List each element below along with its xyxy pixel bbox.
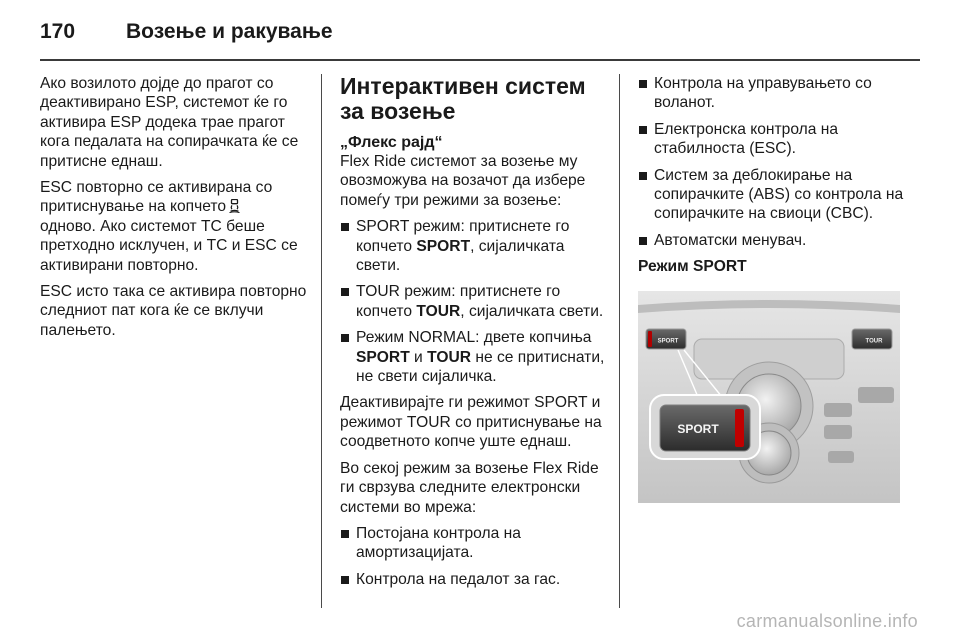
console-photo xyxy=(638,291,900,503)
page-title: Возење и ракување xyxy=(126,20,333,43)
flexride-subheading: „Флекс рајд“ xyxy=(340,134,443,151)
systems-list xyxy=(340,524,612,589)
watermark: carmanualsonline.info xyxy=(736,611,918,631)
esc-reactivate-paragraph xyxy=(40,178,312,275)
page-number: 170 xyxy=(40,20,76,43)
list-item: Контрола на педалот за гас. xyxy=(340,570,612,589)
photo-sport-button-label: SPORT xyxy=(657,338,679,345)
esp-threshold-paragraph: Ако возилото дојде до прагот со деактивирано ESP, системот ќе го активира ESP додека трае прагот кога педалата на сопирачката ќе се притисне еднаш. xyxy=(40,75,299,170)
list-item: Систем за деблокирање на сопирачките (ABS) со контрола на сопирачките на свиоци (CBC). xyxy=(638,166,904,224)
sport-button-label: SPORT xyxy=(356,348,410,366)
traction-control-icon xyxy=(228,199,241,213)
mode-list xyxy=(340,217,612,386)
list-item: Електронска контрола на стабилноста (ESC). xyxy=(638,120,904,159)
sport-mode-heading: Режим SPORT xyxy=(638,258,747,276)
column-right xyxy=(638,74,904,503)
deactivate-paragraph: Деактивирајте ги режимот SPORT и режимот TOUR со притиснување на соодветното копче уште еднаш. xyxy=(340,394,602,451)
column-divider xyxy=(619,74,620,608)
esc-reactivate-text: ESC повторно се активирана со притиснување на копчето xyxy=(40,179,273,216)
list-item: Автоматски менувач. xyxy=(638,231,904,250)
systems-list-continued xyxy=(638,74,904,250)
list-item-sport-mode: SPORT режим: притиснете го копчето SPORT, сијаличката свети. xyxy=(340,217,612,275)
esc-ignition-paragraph: ESC исто така се активира повторно следниот пат кога ќе се вклучи палењето. xyxy=(40,283,307,339)
zoomed-sport-button-label: SPORT xyxy=(677,421,719,436)
list-item-normal-mode: Режим NORMAL: двете копчиња SPORT и TOUR не се притиснати, не свети сијаличка. xyxy=(340,328,612,386)
column-divider xyxy=(321,74,322,608)
column-middle xyxy=(340,74,612,596)
photo-tour-button-label: TOUR xyxy=(865,338,883,345)
section-heading: Интерактивен систем за возење xyxy=(340,73,586,124)
header-divider xyxy=(40,59,920,61)
page-header xyxy=(40,14,920,54)
systems-intro: Во секој режим за возење Flex Ride ги сврзува следните електронски системи во мрежа: xyxy=(340,459,599,516)
list-item: Постојана контрола на амортизацијата. xyxy=(340,524,612,563)
list-item: Контрола на управувањето со воланот. xyxy=(638,74,904,113)
column-left xyxy=(40,74,312,347)
flexride-intro: Flex Ride системот за возење му овозможува на возачот да избере помеѓу три режими за возење: xyxy=(340,153,586,209)
tour-button-label: TOUR xyxy=(427,348,472,366)
list-item-tour-mode: TOUR режим: притиснете го копчето TOUR, сијаличката свети. xyxy=(340,282,612,321)
tour-button-label: TOUR xyxy=(416,302,461,320)
sport-button-label: SPORT xyxy=(416,237,471,255)
console-illustration xyxy=(638,291,900,503)
esc-reactivate-text-after: одново. Ако системот TC беше претходно исклучен, и TC и ESC се активирани повторно. xyxy=(40,217,298,274)
